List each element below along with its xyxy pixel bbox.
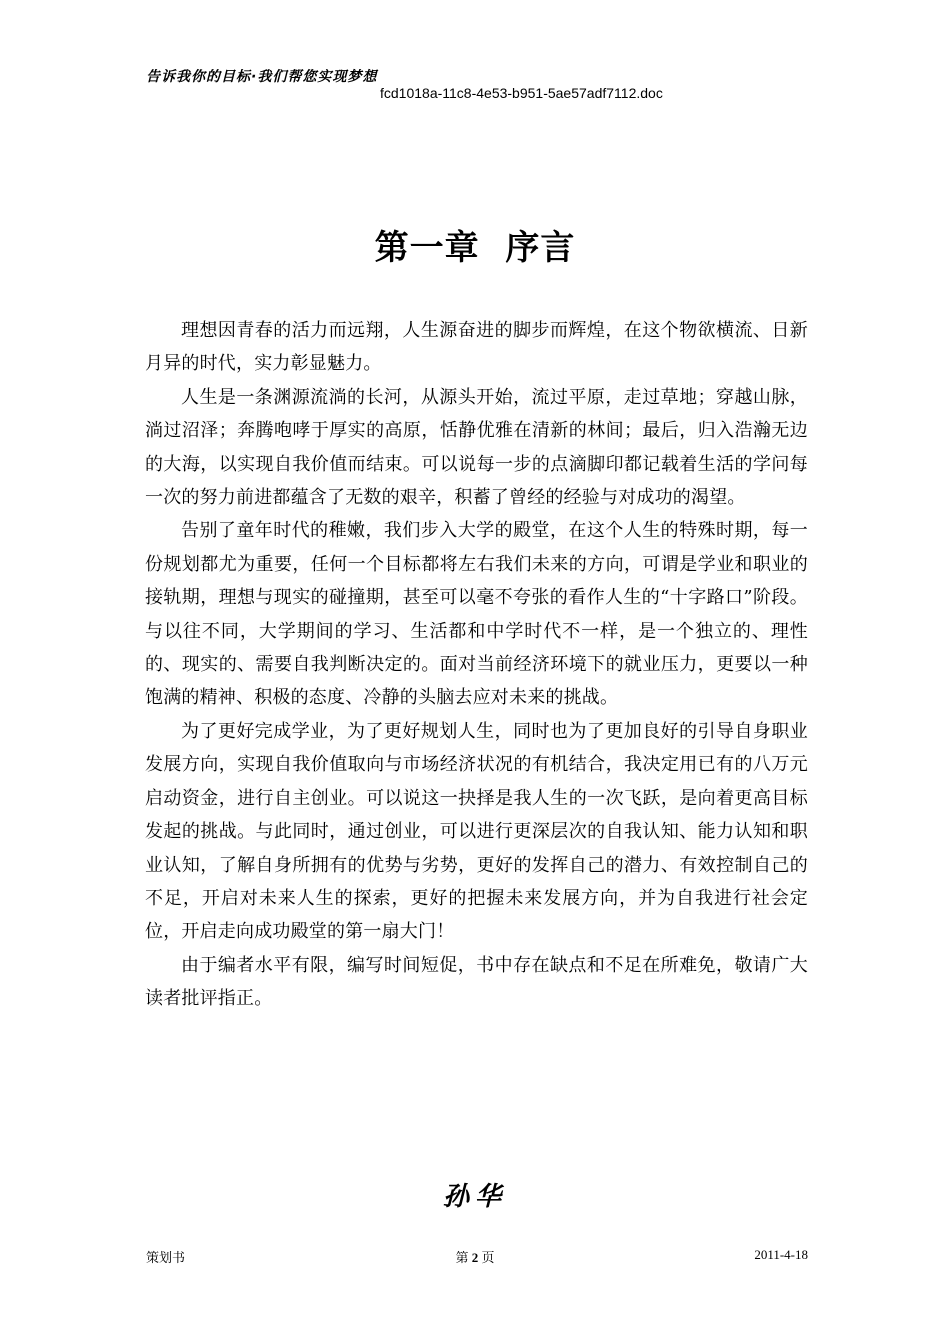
page-suffix: 页 <box>481 1250 495 1265</box>
paragraph: 人生是一条渊源流淌的长河，从源头开始，流过平原，走过草地；穿越山脉，淌过沼泽；奔腾咆哮于厚实的高原，恬静优雅在清新的林间；最后，归入浩瀚无边的大海，以实现自我价值而结束。可以说每一步的点滴脚印都记载着生活的学问每一次的努力前进都蕴含了无数的艰辛，积蓄了曾经的经验与对成功的渴望。 <box>145 386 808 509</box>
header-filename: fcd1018a-11c8-4e53-b951-5ae57adf7112.doc <box>380 85 663 101</box>
paragraph: 理想因青春的活力而远翔，人生源奋进的脚步而辉煌，在这个物欲横流、日新月异的时代，实力彰显魅力。 <box>145 320 808 375</box>
header-slogan: 告诉我你的目标·我们帮您实现梦想 <box>146 69 378 85</box>
author-signature: 孙华 <box>442 1182 507 1212</box>
page-prefix: 第 <box>455 1250 469 1265</box>
page-number: 2 <box>471 1250 479 1265</box>
paragraph: 为了更好完成学业，为了更好规划人生，同时也为了更加良好的引导自身职业发展方向，实现自我价值取向与市场经济状况的有机结合，我决定用已有的八万元启动资金，进行自主创业。可以说这一抉择是我人生的一次飞跃，是向着更高目标发起的挑战。与此同时，通过创业，可以进行更深层次的自我认知、能力认知和职业认知，了解自身所拥有的优势与劣势，更好的发挥自己的潜力、有效控制自己的不足，开启对未来人生的探索，更好的把握未来发展方向，并为自我进行社会定位，开启走向成功殿堂的第一扇大门！ <box>145 720 808 943</box>
body-text <box>145 314 808 1016</box>
chapter-title: 第一章 序言 <box>374 228 576 268</box>
paragraph: 由于编者水平有限，编写时间短促，书中存在缺点和不足在所难免，敬请广大读者批评指正。 <box>145 954 808 1010</box>
footer-doc-type: 策划书 <box>146 1250 186 1265</box>
paragraph: 告别了童年时代的稚嫩，我们步入大学的殿堂，在这个人生的特殊时期，每一份规划都尤为重要，任何一个目标都将左右我们未来的方向，可谓是学业和职业的接轨期，理想与现实的碰撞期，甚至可以毫不夸张的看作人生的“十字路口”阶段。与以往不同，大学期间的学习、生活都和中学时代不一样，是一个独立的、理性的、现实的、需要自我判断决定的。面对当前经济环境下的就业压力，更要以一种饱满的精神、积极的态度、冷静的头脑去应对未来的挑战。 <box>145 520 808 709</box>
footer-date: 2011-4-18 <box>754 1247 808 1262</box>
